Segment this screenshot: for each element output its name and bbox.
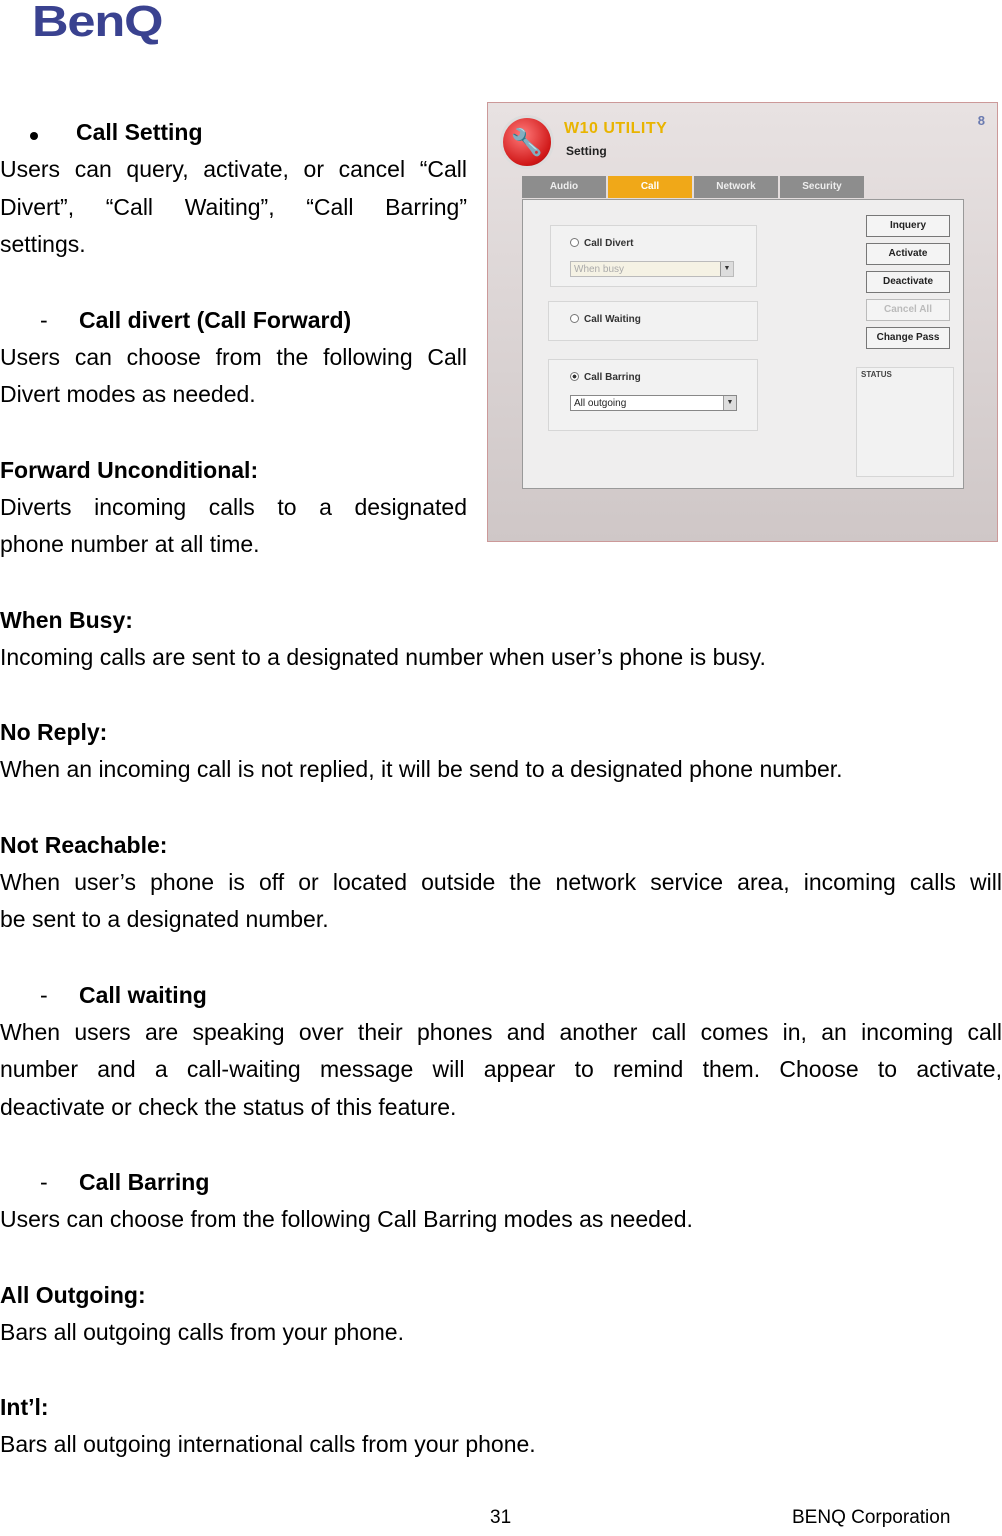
call-setting-line-2: Divert”, “Call Waiting”, “Call Barring” — [0, 194, 467, 220]
change-pass-button[interactable]: Change Pass — [866, 327, 950, 349]
all-outgoing-title: All Outgoing: — [0, 1282, 146, 1308]
tab-audio[interactable]: Audio — [522, 176, 606, 198]
chevron-down-icon: ▼ — [720, 262, 733, 276]
intl-text: Bars all outgoing international calls from your phone. — [0, 1431, 536, 1457]
call-divert-line-1: Users can choose from the following Call — [0, 344, 467, 370]
call-waiting-line-1: When users are speaking over their phones and another call comes in, an incoming call — [0, 1019, 1002, 1045]
forward-unconditional-line-1: Diverts incoming calls to a designated — [0, 494, 467, 520]
tab-security[interactable]: Security — [780, 176, 864, 198]
not-reachable-line-2: be sent to a designated number. — [0, 906, 329, 932]
inquery-button[interactable]: Inquery — [866, 215, 950, 237]
page-number: 31 — [490, 1507, 512, 1528]
tab-bar — [522, 176, 866, 198]
not-reachable-line-1: When user’s phone is off or located outside the network service area, incoming calls will — [0, 869, 1002, 895]
footer-company: BENQ Corporation — [792, 1507, 951, 1528]
status-label: STATUS — [861, 370, 892, 379]
status-box — [856, 367, 954, 477]
no-reply-title: No Reply: — [0, 719, 108, 745]
call-waiting-line-3: deactivate or check the status of this feature. — [0, 1094, 457, 1120]
barring-mode-value: All outgoing — [574, 398, 627, 409]
call-waiting-line-2: number and a call-waiting message will appear to remind them. Choose to activate, — [0, 1056, 1002, 1082]
tab-call[interactable]: Call — [608, 176, 692, 198]
intl-title: Int’l: — [0, 1394, 49, 1420]
call-waiting-dash: - — [40, 982, 48, 1008]
utility-title: W10 UTILITY — [564, 120, 668, 137]
radio-call-divert[interactable]: Call Divert — [570, 238, 633, 250]
call-barring-dash: - — [40, 1169, 48, 1195]
divert-mode-value: When busy — [574, 264, 625, 275]
call-waiting-heading: Call waiting — [79, 982, 207, 1008]
chevron-down-icon: ▼ — [723, 396, 736, 410]
call-divert-heading: Call divert (Call Forward) — [79, 307, 352, 333]
radio-call-waiting[interactable]: Call Waiting — [570, 314, 641, 326]
when-busy-text: Incoming calls are sent to a designated number when user’s phone is busy. — [0, 644, 766, 670]
not-reachable-title: Not Reachable: — [0, 832, 168, 858]
tab-network[interactable]: Network — [694, 176, 778, 198]
forward-unconditional-title: Forward Unconditional: — [0, 457, 259, 483]
benq-logo: BenQ — [32, 0, 163, 46]
call-divert-line-2: Divert modes as needed. — [0, 381, 256, 407]
wrench-icon: 🔧 — [500, 115, 554, 169]
barring-mode-select[interactable] — [570, 395, 737, 411]
call-divert-dash: - — [40, 307, 48, 333]
call-barring-intro: Users can choose from the following Call Barring modes as needed. — [0, 1206, 693, 1232]
when-busy-title: When Busy: — [0, 607, 133, 633]
radio-call-barring[interactable]: Call Barring — [570, 372, 641, 384]
all-outgoing-text: Bars all outgoing calls from your phone. — [0, 1319, 404, 1345]
activate-button[interactable]: Activate — [866, 243, 950, 265]
window-controls[interactable]: 8 — [977, 113, 985, 128]
divert-mode-select[interactable] — [570, 261, 734, 277]
call-barring-heading: Call Barring — [79, 1169, 210, 1195]
call-setting-line-3: settings. — [0, 231, 86, 257]
bullet-icon — [30, 132, 38, 140]
cancel-all-button[interactable]: Cancel All — [866, 299, 950, 321]
utility-screenshot — [487, 102, 998, 542]
call-setting-heading: Call Setting — [76, 119, 203, 145]
call-setting-line-1: Users can query, activate, or cancel “Call — [0, 156, 467, 182]
no-reply-text: When an incoming call is not replied, it will be send to a designated phone number. — [0, 756, 843, 782]
forward-unconditional-line-2: phone number at all time. — [0, 531, 260, 557]
utility-subtitle: Setting — [566, 144, 607, 158]
deactivate-button[interactable]: Deactivate — [866, 271, 950, 293]
